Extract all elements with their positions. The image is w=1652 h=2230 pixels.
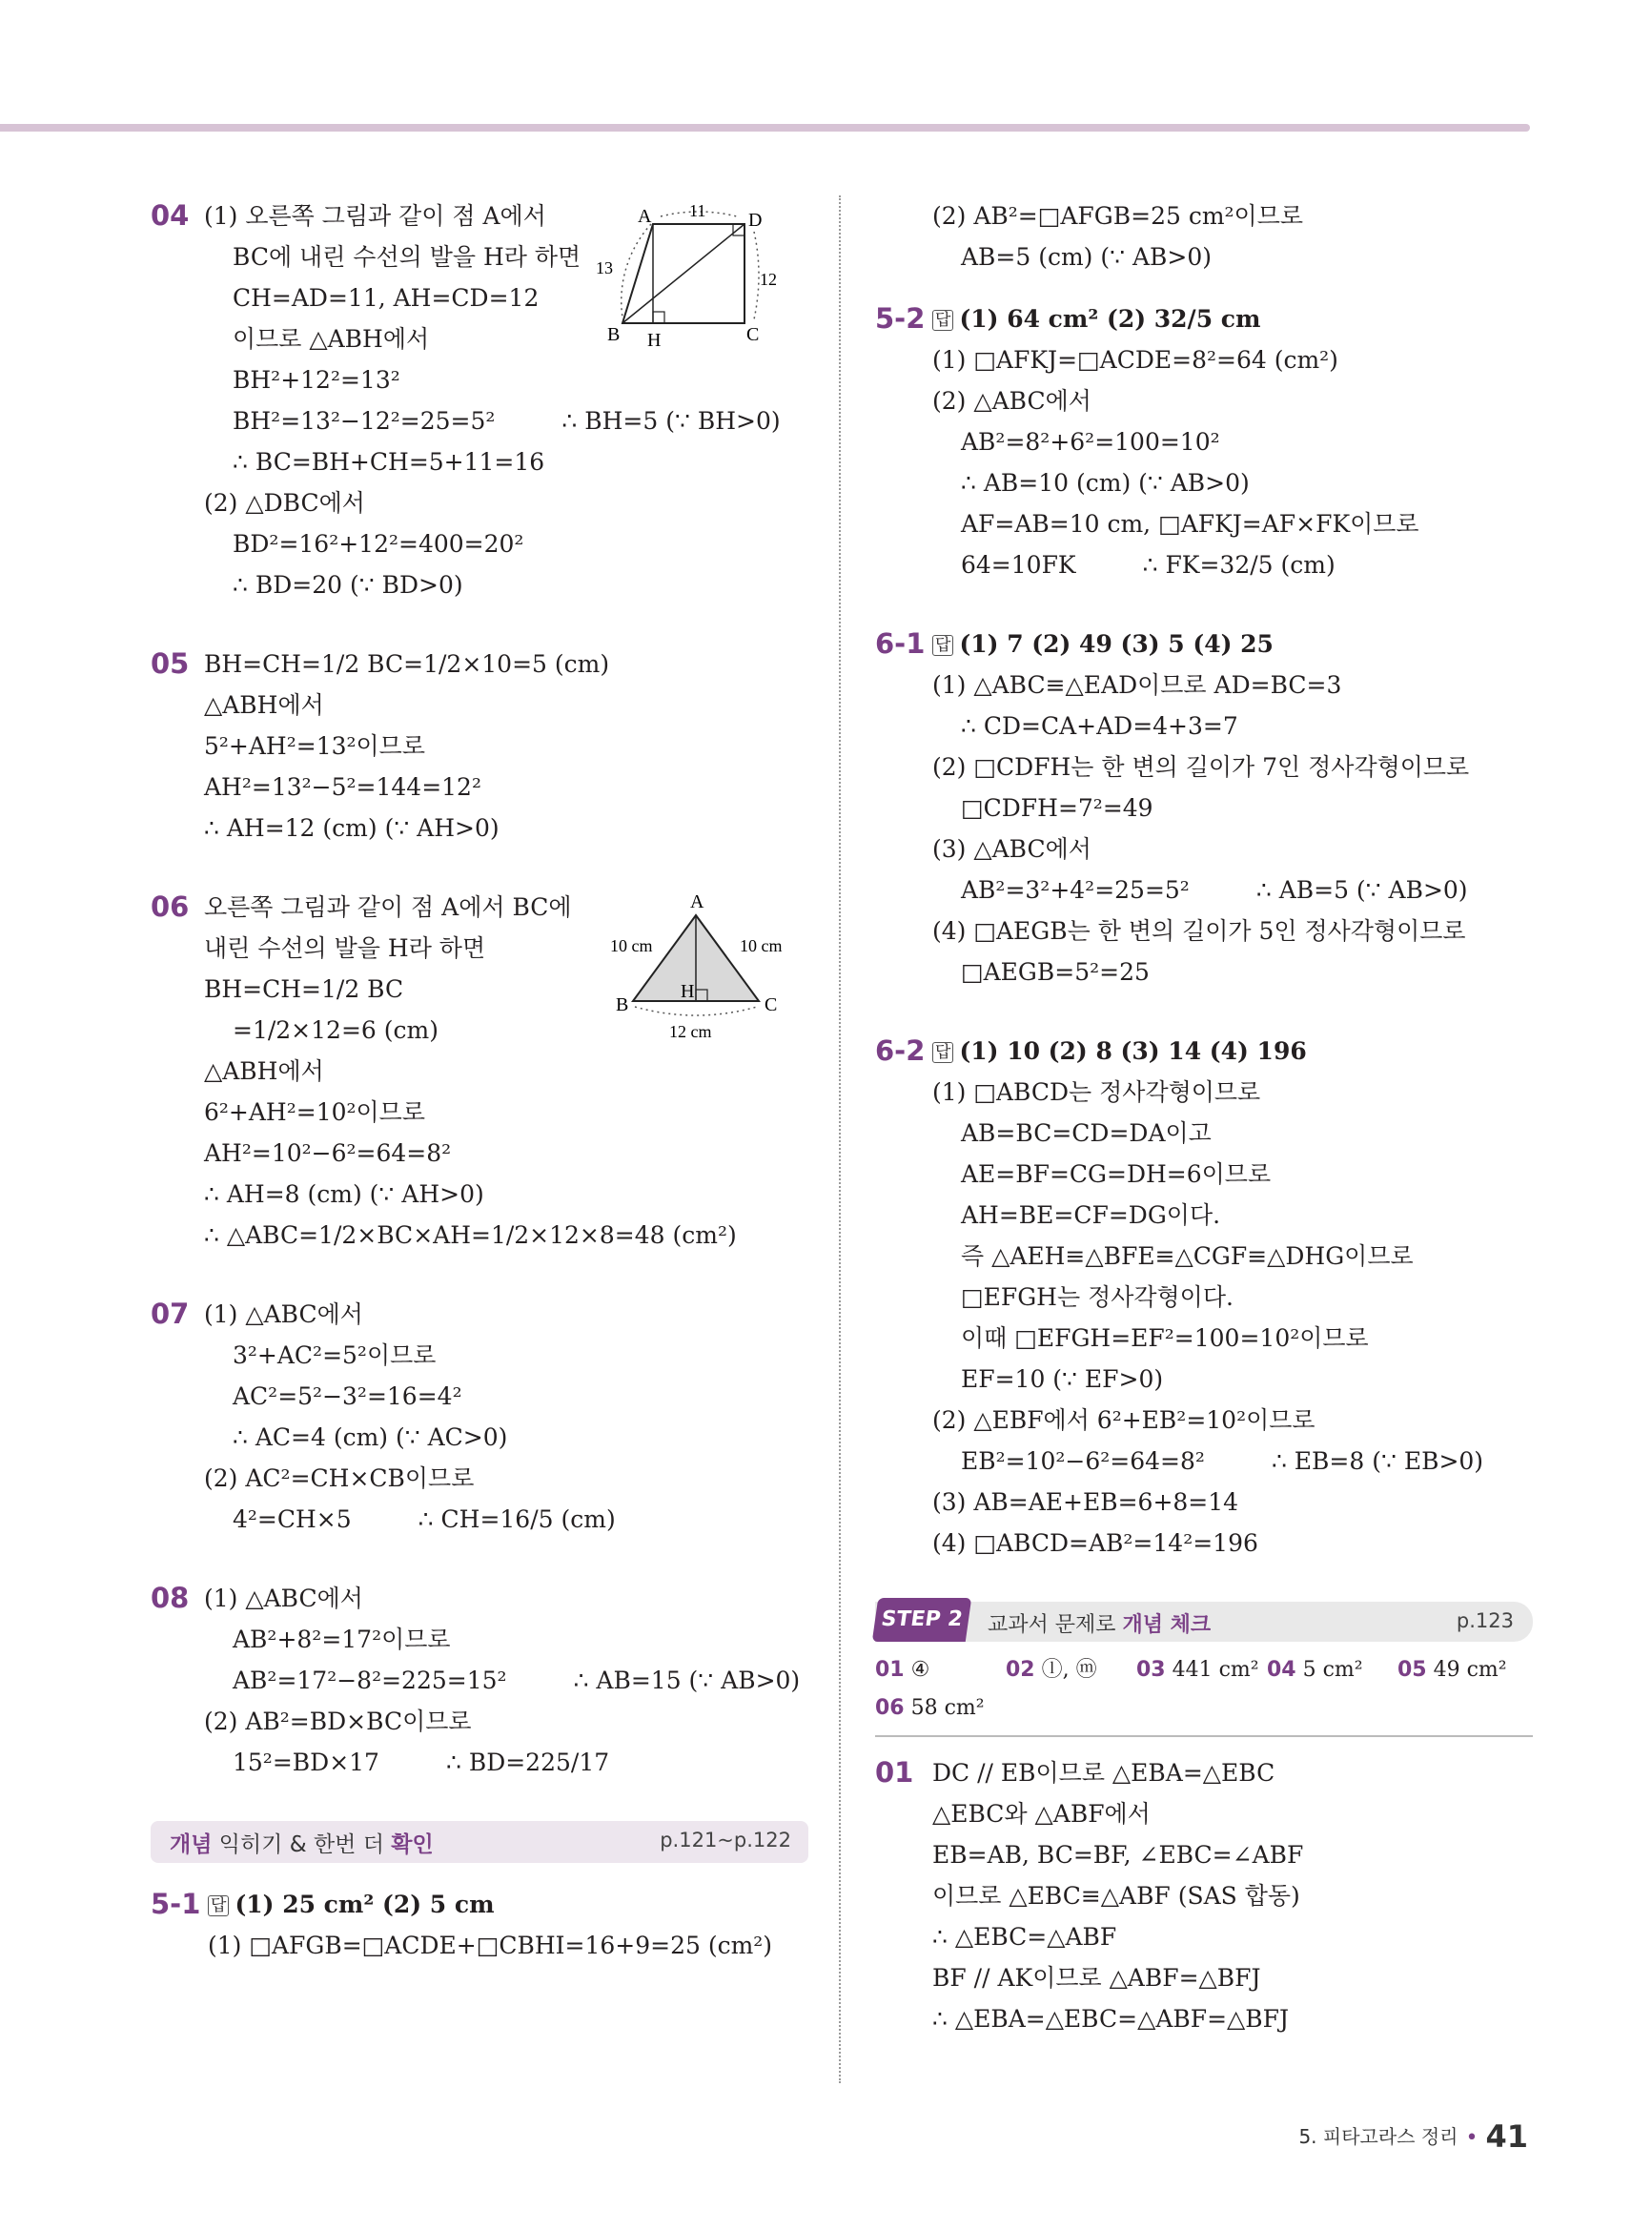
problem-5-1-continued — [875, 195, 1533, 277]
line: 이므로 △EBC≡△ABF (SAS 합동) — [932, 1882, 1300, 1910]
section-title: 개념 익히기 & 한번 더 확인 — [170, 1832, 434, 1857]
answer: (1) 10 (2) 8 (3) 14 (4) 196 — [959, 1037, 1307, 1065]
header-bar — [0, 124, 1530, 132]
label-left-length: 13 — [596, 258, 613, 277]
line: □EFGH는 정사각형이다. — [961, 1283, 1234, 1311]
answer: (1) 25 cm² (2) 5 cm — [235, 1891, 495, 1918]
line: BH=CH=1/2 BC=1/2×10=5 (cm) — [204, 650, 610, 678]
line: 내린 수선의 발을 H라 하면 — [204, 934, 486, 962]
answer-item: 04 5 cm² — [1267, 1658, 1363, 1682]
line: AE=BF=CG=DH=6이므로 — [961, 1160, 1272, 1188]
step-badge: STEP 2 — [872, 1598, 971, 1642]
answer-mark-icon: 답 — [932, 310, 953, 331]
line: ∴ BD=20 (∵ BD>0) — [233, 571, 463, 599]
line: (2) AB²=BD×BC이므로 — [204, 1708, 472, 1735]
line: ∴ AH=12 (cm) (∵ AH>0) — [204, 814, 500, 842]
line: △ABH에서 — [204, 1057, 324, 1085]
problem-number: 5-1 — [151, 1888, 201, 1920]
line: 이때 □EFGH=EF²=100=10²이므로 — [961, 1324, 1369, 1352]
line: 3²+AC²=5²이므로 — [233, 1341, 437, 1369]
line: BH=CH=1/2 BC — [204, 975, 404, 1003]
line: (1) △ABC에서 — [204, 1300, 363, 1328]
bullet-icon: • — [1465, 2126, 1479, 2150]
left-column — [151, 195, 808, 2004]
line: (2) □CDFH는 한 변의 길이가 7인 정사각형이므로 — [932, 753, 1470, 781]
problem-6-2 — [875, 1031, 1533, 1564]
line: ∴ CD=CA+AD=4+3=7 — [961, 712, 1238, 740]
line: ∴ AB=15 (∵ AB>0) — [573, 1667, 801, 1694]
line: (2) AB²=□AFGB=25 cm²이므로 — [932, 202, 1304, 230]
page-footer — [1298, 2118, 1528, 2155]
label-c: C — [746, 324, 760, 345]
label-b: B — [607, 324, 621, 345]
problem-number: 06 — [151, 890, 190, 923]
line: △ABH에서 — [204, 691, 324, 719]
line: (3) AB=AE+EB=6+8=14 — [932, 1488, 1239, 1516]
line: ∴ BH=5 (∵ BH>0) — [561, 407, 781, 435]
step-answers — [875, 1651, 1533, 1737]
line: EF=10 (∵ EF>0) — [961, 1365, 1164, 1393]
line: BC에 내린 수선의 발을 H라 하면 — [233, 243, 581, 271]
line: 6²+AH²=10²이므로 — [204, 1098, 425, 1126]
chapter-title: 5. 피타고라스 정리 — [1298, 2125, 1458, 2148]
line: AF=AB=10 cm, □AFKJ=AF×FK이므로 — [961, 510, 1419, 538]
line: (4) □ABCD=AB²=14²=196 — [932, 1529, 1258, 1557]
line: (3) △ABC에서 — [932, 835, 1091, 863]
line: (1) △ABC≡△EAD이므로 AD=BC=3 — [932, 671, 1342, 699]
step-title: 교과서 문제로 개념 체크 — [988, 1613, 1212, 1637]
step-header — [875, 1602, 1533, 1642]
answer-mark-icon: 답 — [208, 1895, 229, 1916]
label-b: B — [616, 994, 629, 1015]
problem-07 — [151, 1294, 808, 1540]
line: (2) △EBF에서 6²+EB²=10²이므로 — [932, 1406, 1315, 1434]
line: EB=AB, BC=BF, ∠EBC=∠ABF — [932, 1841, 1304, 1869]
line: AB²=3²+4²=25=5² — [961, 876, 1190, 904]
problem-5-1 — [151, 1884, 808, 1966]
line: △EBC와 △ABF에서 — [932, 1800, 1151, 1828]
section-pages: p.121~p.122 — [660, 1829, 791, 1852]
problem-number: 5-2 — [875, 302, 926, 335]
isosceles-triangle-figure — [606, 889, 806, 1051]
step-page: p.123 — [1456, 1609, 1514, 1632]
answer: (1) 64 cm² (2) 32/5 cm — [959, 305, 1261, 333]
line: 5²+AH²=13²이므로 — [204, 732, 425, 760]
problem-number: 04 — [151, 199, 190, 232]
problem-05 — [151, 644, 808, 849]
line: (1) 오른쪽 그림과 같이 점 A에서 — [204, 202, 546, 230]
problem-01 — [875, 1752, 1533, 2039]
line: 오른쪽 그림과 같이 점 A에서 BC에 — [204, 893, 572, 921]
line: (4) □AEGB는 한 변의 길이가 5인 정사각형이므로 — [932, 917, 1466, 945]
line: ∴ BC=BH+CH=5+11=16 — [233, 448, 545, 476]
line: AB²=8²+6²=100=10² — [961, 428, 1220, 456]
line: AC²=5²−3²=16=4² — [233, 1382, 462, 1410]
answer-item: 01 ④ — [875, 1658, 930, 1682]
line: 64=10FK — [961, 551, 1076, 579]
line: 즉 △AEH≡△BFE≡△CGF≡△DHG이므로 — [961, 1242, 1414, 1270]
trapezoid-figure — [594, 203, 785, 356]
answer: (1) 7 (2) 49 (3) 5 (4) 25 — [959, 630, 1274, 658]
line: ∴ EB=8 (∵ EB>0) — [1271, 1447, 1484, 1475]
line: BD²=16²+12²=400=20² — [233, 530, 524, 558]
label-bottom-length: 12 cm — [669, 1022, 712, 1041]
label-left-length: 10 cm — [610, 936, 653, 955]
label-d: D — [748, 210, 763, 231]
problem-6-1 — [875, 624, 1533, 992]
line: (2) AC²=CH×CB이므로 — [204, 1464, 475, 1492]
line: AB=5 (cm) (∵ AB>0) — [961, 243, 1213, 271]
problem-number: 6-1 — [875, 627, 926, 660]
line: AH²=13²−5²=144=12² — [204, 773, 481, 801]
label-a: A — [690, 891, 704, 912]
problem-number: 01 — [875, 1756, 914, 1789]
label-c: C — [765, 994, 778, 1015]
line: ∴ BD=225/17 — [445, 1749, 610, 1776]
label-h: H — [647, 330, 662, 351]
line: □AEGB=5²=25 — [961, 958, 1150, 986]
problem-number: 07 — [151, 1298, 190, 1330]
problem-04 — [151, 195, 808, 605]
label-right-length: 12 — [760, 270, 777, 289]
column-divider — [839, 195, 841, 2083]
line: ∴ △ABC=1/2×BC×AH=1/2×12×8=48 (cm²) — [204, 1221, 737, 1249]
section-header — [151, 1821, 808, 1863]
label-right-length: 10 cm — [740, 936, 783, 955]
problem-number: 08 — [151, 1582, 190, 1614]
line: CH=AD=11, AH=CD=12 — [233, 284, 540, 312]
problem-number: 6-2 — [875, 1034, 926, 1067]
line: AB²=17²−8²=225=15² — [233, 1667, 507, 1694]
line: ∴ △EBA=△EBC=△ABF=△BFJ — [932, 2005, 1289, 2033]
line: (2) △DBC에서 — [204, 489, 365, 517]
line: BF // AK이므로 △ABF=△BFJ — [932, 1964, 1261, 1992]
answer-item: 02 ⓛ, ⓜ — [1006, 1658, 1097, 1682]
page-number: 41 — [1485, 2118, 1528, 2155]
answer-item: 05 49 cm² — [1397, 1658, 1507, 1682]
line: (1) □AFGB=□ACDE+□CBHI=16+9=25 (cm²) — [208, 1932, 773, 1959]
line: (1) □ABCD는 정사각형이므로 — [932, 1078, 1261, 1106]
line: ∴ FK=32/5 (cm) — [1142, 551, 1336, 579]
answer-mark-icon: 답 — [932, 635, 953, 656]
line: BH²=13²−12²=25=5² — [233, 407, 496, 435]
answer-mark-icon: 답 — [932, 1042, 953, 1063]
line: 이므로 △ABH에서 — [233, 325, 430, 353]
line: AB²+8²=17²이므로 — [233, 1626, 451, 1653]
answer-item: 06 58 cm² — [875, 1696, 985, 1720]
label-top-length: 11 — [689, 203, 706, 220]
line: 15²=BD×17 — [233, 1749, 379, 1776]
line: (2) △ABC에서 — [932, 387, 1091, 415]
answer-item: 03 441 cm² — [1136, 1658, 1259, 1682]
label-a: A — [638, 206, 652, 227]
line: (1) △ABC에서 — [204, 1585, 363, 1612]
line: ∴ CH=16/5 (cm) — [418, 1505, 616, 1533]
line: ∴ △EBC=△ABF — [932, 1923, 1117, 1951]
problem-06 — [151, 887, 808, 1256]
line: □CDFH=7²=49 — [961, 794, 1153, 822]
problem-5-2 — [875, 298, 1533, 585]
line: ∴ AC=4 (cm) (∵ AC>0) — [233, 1423, 508, 1451]
right-column — [875, 195, 1533, 2077]
problem-number: 05 — [151, 647, 190, 680]
line: (1) □AFKJ=□ACDE=8²=64 (cm²) — [932, 346, 1338, 374]
line: =1/2×12=6 (cm) — [233, 1016, 438, 1044]
line: AB=BC=CD=DA이고 — [961, 1119, 1212, 1147]
line: DC // EB이므로 △EBA=△EBC — [932, 1759, 1275, 1787]
label-h: H — [681, 981, 695, 1002]
problem-08 — [151, 1578, 808, 1783]
line: ∴ AB=10 (cm) (∵ AB>0) — [961, 469, 1250, 497]
line: BH²+12²=13² — [233, 366, 400, 394]
line: AH=BE=CF=DG이다. — [961, 1201, 1221, 1229]
line: ∴ AH=8 (cm) (∵ AH>0) — [204, 1180, 484, 1208]
line: AH²=10²−6²=64=8² — [204, 1139, 452, 1167]
line: EB²=10²−6²=64=8² — [961, 1447, 1205, 1475]
line: ∴ AB=5 (∵ AB>0) — [1255, 876, 1468, 904]
line: 4²=CH×5 — [233, 1505, 352, 1533]
